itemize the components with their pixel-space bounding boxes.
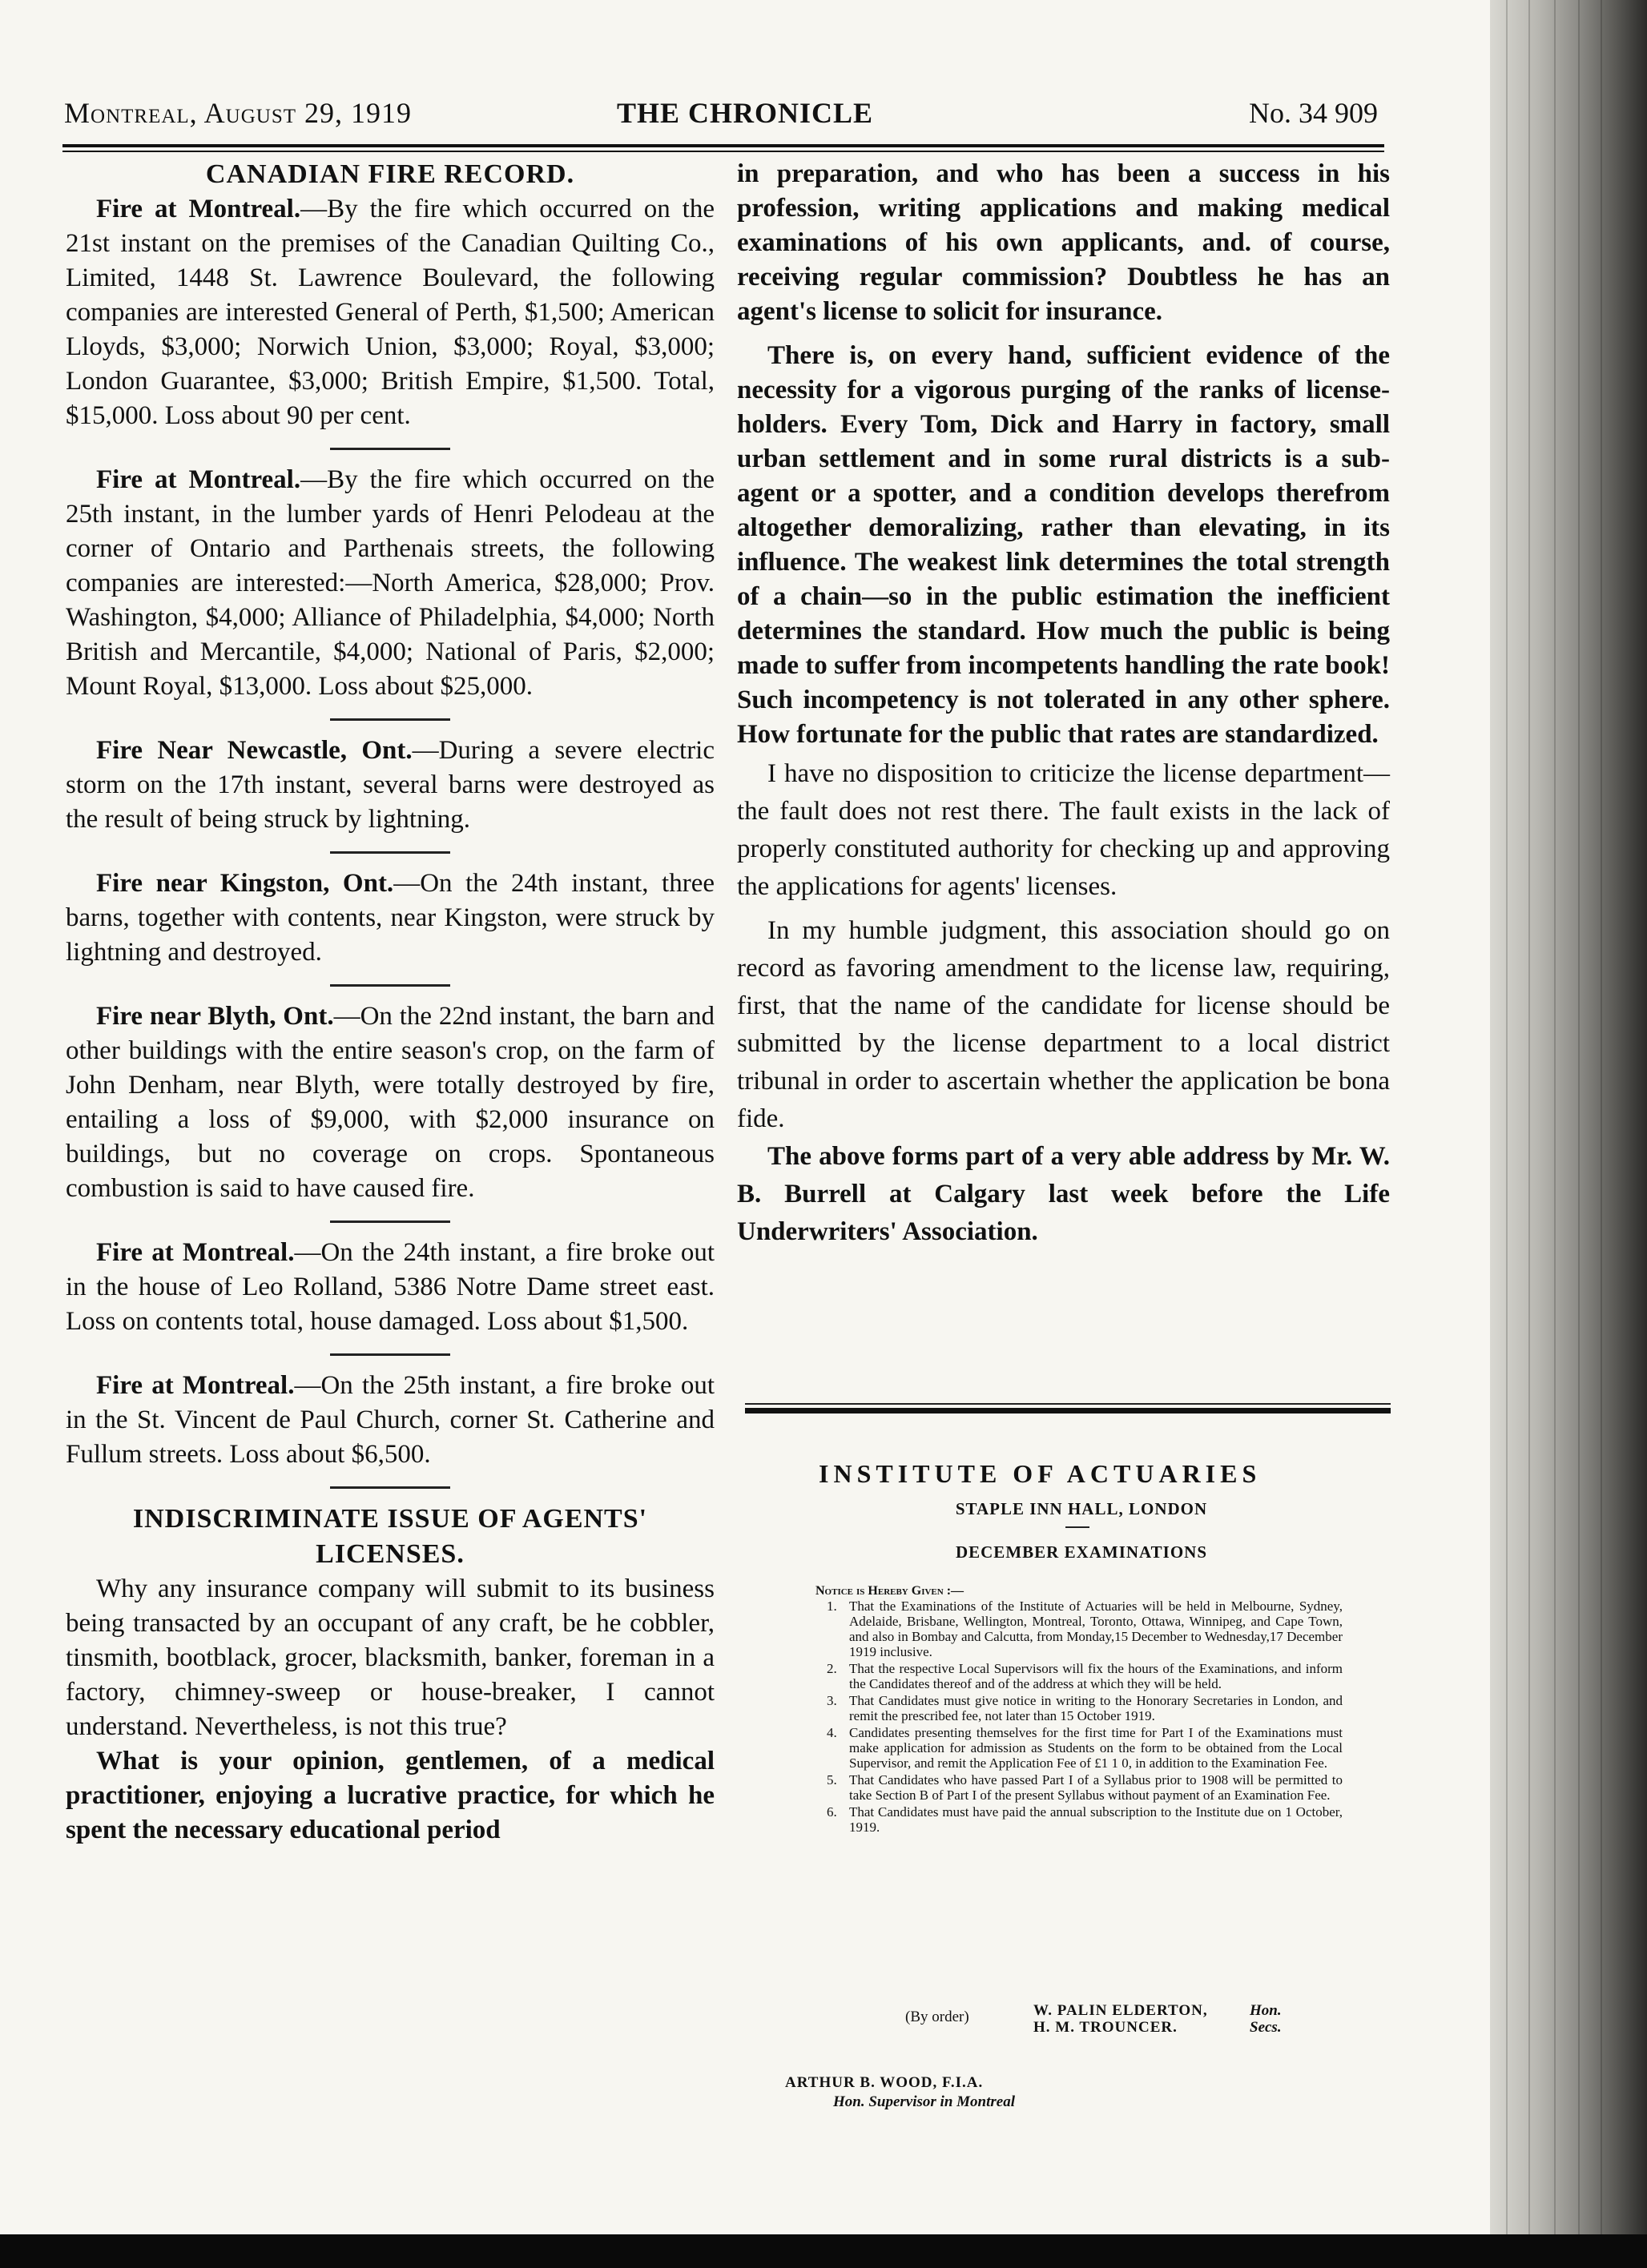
fire-item — [66, 463, 715, 704]
notice-supervisor-role: Hon. Supervisor in Montreal — [833, 2093, 1015, 2110]
notice-item-text: That Candidates who have passed Part I of a Syllabus prior to 1908 will be permitted to take Section B of Part I of the present Syllabus without payment of an Examination Fee. — [849, 1772, 1343, 1803]
article-paragraph: In my humble judgment, this association should go on record as favoring amendment to the license law, requiring, first, that the name of the candidate for license should be submitted by the license department to a local district tribunal in order to ascertain whether the application be bona fide. — [737, 916, 1390, 1133]
notice-item-number: 3. — [827, 1693, 837, 1708]
running-head — [64, 90, 1378, 135]
notice-exam-heading: DECEMBER EXAMINATIONS — [955, 1542, 1208, 1562]
advert-rule-thick — [745, 1408, 1391, 1413]
article-paragraph: I have no disposition to criticize the license department—the fault does not rest there. The fault exists in the lack of properly constituted authority for checking up and approving the applications for agents' licenses. — [737, 759, 1390, 901]
notice-item-text: That the respective Local Supervisors will fix the hours of the Examinations, and inform the Candidates thereof and of the address at which they will be held. — [849, 1661, 1343, 1691]
fire-item-text: —During a severe electric storm on the 17th instant, several barns were destroyed as the result of being struck by lightning. — [66, 736, 715, 834]
notice-item-text: That the Examinations of the Institute of Actuaries will be held in Melbourne, Sydney, Adelaide, Brisbane, Wellington, Montreal, Toronto, Ottawa, Winnipeg, and Cape Town, and also in Bombay and Calcutta, from Monday,15 December to Wednesday,17 December 1919 inclusive. — [849, 1598, 1343, 1659]
notice-secs: Secs. — [1250, 2019, 1282, 2036]
notice-by-order: (By order) — [905, 2009, 969, 2025]
header-rule — [62, 144, 1384, 147]
article-paragraph: in preparation, and who has been a success in his profession, writing applications and making medical examinations of his own applicants, and. of course, receiving regular commission? Doubtless he has an agent's license to solicit for insurance. — [737, 159, 1390, 326]
notice-item — [820, 1598, 1343, 1659]
notice-item-text: That Candidates must have paid the annual subscription to the Institute due on 1 October, 1919. — [849, 1804, 1343, 1835]
scan-bottom-border — [0, 2234, 1647, 2268]
fire-item-heading: Fire near Blyth, Ont. — [96, 1002, 334, 1031]
notice-item — [820, 1804, 1343, 1835]
fire-item-heading: Fire at Montreal. — [96, 1238, 295, 1267]
fire-item-text: —On the 24th instant, a fire broke out in the house of Leo Rolland, 5386 Notre Dame street east. Loss on contents total, house damaged. Loss about $1,500. — [66, 1238, 715, 1336]
article-paragraph: What is your opinion, gentlemen, of a medical practitioner, enjoying a lucrative practice, for which he spent the necessary educational period — [66, 1747, 715, 1844]
divider — [330, 1220, 450, 1223]
notice-hon-secs — [1250, 2002, 1282, 2036]
fire-item-text: —By the fire which occurred on the 21st instant on the premises of the Canadian Quilting Co., Limited, 1448 St. Lawrence Boulevard, the following companies are interested General of Perth, $1,500; American Lloyds, $3,000; Norwich Union, $3,000; Royal, $3,000; London Guarantee, $3,000; British Empire, $1,500. Total, $15,000. Loss about 90 per cent. — [66, 195, 715, 430]
fire-item-heading: Fire at Montreal. — [96, 465, 301, 494]
notice-subtitle: STAPLE INN HALL, LONDON — [955, 1499, 1208, 1518]
divider — [330, 984, 450, 987]
fire-item — [66, 1236, 715, 1339]
fire-item-heading: Fire at Montreal. — [96, 1371, 295, 1400]
header-rule-thin — [62, 151, 1384, 152]
notice-signature-block — [833, 2002, 1346, 2042]
fire-item-text: —On the 22nd instant, the barn and other buildings with the entire season's crop, on the farm of John Denham, near Blyth, were totally destroyed by fire, entailing a loss of $9,000, with $2,000 insurance on buildings, but no coverage on crops. Spontaneous combustion is said to have caused fire. — [66, 1002, 715, 1203]
notice-item-number: 4. — [827, 1725, 837, 1740]
fire-item — [66, 1369, 715, 1472]
notice-signatories — [1033, 2002, 1208, 2036]
fire-item — [66, 192, 715, 433]
notice-hon: Hon. — [1250, 2002, 1282, 2019]
divider — [330, 1353, 450, 1356]
fire-item-heading: Fire near Kingston, Ont. — [96, 869, 394, 898]
divider — [330, 448, 450, 450]
divider — [330, 718, 450, 721]
notice-item-text: That Candidates must give notice in writing to the Honorary Secretaries in London, and remit the prescribed fee, not later than 15 October 1919. — [849, 1693, 1343, 1723]
notice-given-line: Notice is Hereby Given :— — [815, 1584, 964, 1598]
notice-item-number: 5. — [827, 1772, 837, 1787]
fire-item — [66, 999, 715, 1206]
header-issue-page-number: No. 34 909 — [1249, 97, 1378, 129]
notice-item — [820, 1772, 1343, 1803]
fire-item — [66, 867, 715, 970]
book-page-edge — [1490, 0, 1647, 2268]
notice-item-number: 2. — [827, 1661, 837, 1676]
fire-item — [66, 734, 715, 837]
notice-title: INSTITUTE OF ACTUARIES — [819, 1459, 1262, 1488]
article-title-agents-licenses: INDISCRIMINATE ISSUE OF AGENTS' LICENSES. — [132, 1504, 648, 1569]
notice-dash — [1065, 1526, 1089, 1528]
notice-signatory-1: W. PALIN ELDERTON, — [1033, 2002, 1208, 2019]
notice-supervisor-name: ARTHUR B. WOOD, F.I.A. — [785, 2074, 984, 2091]
fire-item-text: —On the 25th instant, a fire broke out in the St. Vincent de Paul Church, corner St. Catherine and Fullum streets. Loss about $6,500. — [66, 1371, 715, 1469]
divider — [330, 851, 450, 854]
fire-item-text: —By the fire which occurred on the 25th instant, in the lumber yards of Henri Pelodeau at the corner of Ontario and Parthenais streets, the following companies are interested:—North America, $28,000; Prov. Washington, $4,000; Alliance of Philadelphia, $4,000; North British and Mercantile, $4,000; National of Paris, $2,000; Mount Royal, $13,000. Loss about $25,000. — [66, 465, 715, 701]
article-paragraph: There is, on every hand, sufficient evidence of the necessity for a vigorous purging of the ranks of license-holders. Every Tom, Dick and Harry in factory, small urban settlement and in some rural districts is a sub-agent or a spotter, and a condition develops therefrom altogether demoralizing, rather than elevating, in its influence. The weakest link determines the total strength of a chain—so in the public estimation the inefficient determines the standard. How much the public is being made to suffer from incompetents handling the rate book! Such incompetency is not tolerated in any other sphere. How fortunate for the public that rates are standardized. — [737, 341, 1390, 749]
notice-item — [820, 1693, 1343, 1723]
notice-signatory-2: H. M. TROUNCER. — [1033, 2019, 1178, 2036]
right-column — [737, 157, 1390, 1251]
header-publication-title: THE CHRONICLE — [617, 97, 874, 129]
notice-list — [820, 1598, 1343, 1836]
article-paragraph: Why any insurance company will submit to its business being transacted by an occupant of any craft, be he cobbler, tinsmith, bootblack, grocer, blacksmith, banker, foreman in a factory, chimney-sweep or house-breaker, I cannot understand. Nevertheless, is not this true? — [66, 1574, 715, 1741]
fire-item-heading: Fire at Montreal. — [96, 195, 301, 223]
notice-item — [820, 1725, 1343, 1771]
notice-item — [820, 1661, 1343, 1691]
divider — [330, 1486, 450, 1489]
fire-item-text: —On the 24th instant, three barns, together with contents, near Kingston, were struck by lightning and destroyed. — [66, 869, 715, 967]
header-dateline: Montreal, August 29, 1919 — [64, 97, 413, 129]
left-column — [66, 157, 715, 1848]
article-paragraph: The above forms part of a very able address by Mr. W. B. Burrell at Calgary last week before the Life Underwriters' Association. — [737, 1142, 1390, 1246]
advert-rule-thin — [745, 1403, 1391, 1405]
section-title-fire-record: CANADIAN FIRE RECORD. — [205, 159, 575, 189]
notice-item-number: 1. — [827, 1598, 837, 1614]
notice-item-text: Candidates presenting themselves for the first time for Part I of the Examinations must make application for admission as Students on the form to be obtained from the Local Supervisor, and remit the Application Fee of £1 1 0, in addition to the Examination Fee. — [849, 1725, 1343, 1771]
notice-item-number: 6. — [827, 1804, 837, 1820]
fire-item-heading: Fire Near Newcastle, Ont. — [96, 736, 413, 765]
